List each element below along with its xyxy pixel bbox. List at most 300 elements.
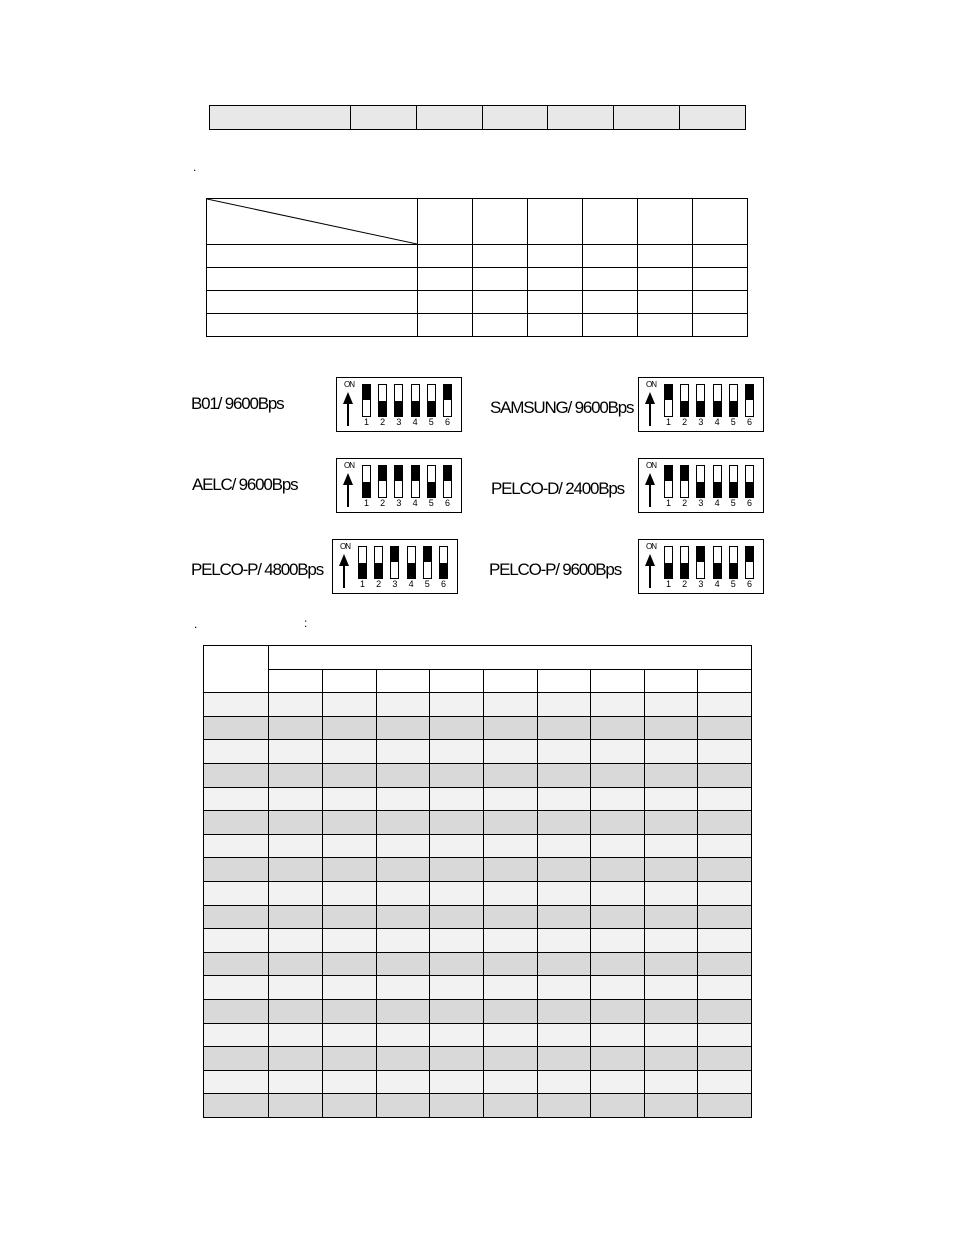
column-header-cell [697,669,751,693]
table-cell [644,881,697,905]
table-cell [322,787,376,811]
table-cell [697,929,751,953]
up-arrow-icon [639,459,663,512]
dip-switch-knob [681,563,688,578]
dip-switch-4 [713,465,722,498]
strip-cell [210,106,351,130]
table-cell [322,1023,376,1047]
table-cell [590,740,644,764]
table-cell [429,1070,483,1094]
dip-switch-knob [681,466,688,481]
dip-switch-knob [665,466,672,481]
table-row [204,976,752,1000]
dip-switch-number: 6 [746,498,752,508]
dip-switch-knob [444,466,451,481]
column-header-cell [590,669,644,693]
dip-switch-knob [428,482,435,497]
dip-switch-knob [714,563,721,578]
table-cell [322,858,376,882]
table-cell [429,976,483,1000]
dip-switch-knob [408,563,415,578]
table-cell [204,905,269,929]
table-cell [429,811,483,835]
dip-switch-number: 3 [396,498,402,508]
table-row [207,314,748,337]
dip-switch-knob [391,547,398,562]
dip-switch-box [332,539,458,594]
table-cell [483,881,537,905]
table-cell [483,1094,537,1118]
table-cell [644,693,697,717]
strip-cell [614,106,680,130]
table-cell [268,881,322,905]
column-header-cell [268,669,322,693]
table-cell [644,716,697,740]
table-cell [590,1023,644,1047]
dip-switch-number: 2 [682,579,688,589]
table-cell [376,858,429,882]
table-cell [697,740,751,764]
table-cell [590,787,644,811]
table-row [204,1047,752,1071]
dip-switch-number: 1 [665,579,671,589]
table-cell [429,952,483,976]
table-cell [376,693,429,717]
dip-switch-3 [394,465,403,498]
column-header-cell [376,669,429,693]
table-cell [322,1094,376,1118]
table-cell [590,905,644,929]
table-cell [483,1023,537,1047]
dip-switch-number: 4 [714,498,720,508]
table-cell [644,811,697,835]
dip-switch-number: 1 [363,498,369,508]
table-cell [537,1070,590,1094]
intro-marker: . [193,160,197,174]
table-cell [376,716,429,740]
table-cell [697,858,751,882]
corner-header-cell [204,646,269,693]
table-cell [268,1047,322,1071]
dip-switch-4 [713,384,722,417]
dip-switch-knob [412,466,419,481]
table-cell [537,905,590,929]
table-cell [644,740,697,764]
dip-on-label: ON [646,461,656,470]
dip-switch-knob [714,482,721,497]
dip-switch-knob [428,401,435,416]
dip-switch-knob [412,401,419,416]
dip-switch-knob [375,563,382,578]
header-cell [693,199,748,245]
table-cell [483,811,537,835]
table-cell [376,881,429,905]
table-cell [537,1047,590,1071]
dip-switch-box [336,377,462,432]
table-cell [322,693,376,717]
table-cell [268,976,322,1000]
dip-switch-2 [680,465,689,498]
dip-switch-5 [729,546,738,579]
table-cell [590,1047,644,1071]
dip-switch-knob [746,385,753,400]
table-cell [322,1070,376,1094]
dip-switch-number: 6 [746,579,752,589]
dip-switch-number: 5 [730,498,736,508]
up-arrow-icon [337,459,361,512]
table-cell [429,716,483,740]
table-cell [697,905,751,929]
table-cell [204,858,269,882]
dip-panel-label: PELCO-P/ 4800Bps [191,560,323,579]
table-cell [268,740,322,764]
header-cell [583,199,638,245]
table-cell [697,1023,751,1047]
table-cell [322,834,376,858]
dip-switch-knob [746,547,753,562]
dip-switch-number: 2 [376,579,382,589]
table-cell [697,716,751,740]
table-cell [644,976,697,1000]
dip-switch-knob [444,385,451,400]
table-cell [590,1070,644,1094]
dip-panel-label: AELC/ 9600Bps [192,475,298,494]
table-row [204,881,752,905]
dip-on-label: ON [646,380,656,389]
dip-switch-number: 5 [428,498,434,508]
dip-switch-knob [363,385,370,400]
table-cell [429,1047,483,1071]
table-cell [429,763,483,787]
table-cell [644,787,697,811]
dip-switch-number: 3 [396,417,402,427]
table-cell [590,1094,644,1118]
table-row [204,952,752,976]
table-cell [322,905,376,929]
dip-switch-knob [363,482,370,497]
dip-switch-number: 2 [682,417,688,427]
column-header-cell [322,669,376,693]
dip-switch-5 [423,546,432,579]
dip-switch-3 [390,546,399,579]
dip-switch-number: 3 [698,579,704,589]
table-cell [483,763,537,787]
table-row [204,740,752,764]
dip-switch-knob [665,385,672,400]
table-cell [697,952,751,976]
table-cell [590,929,644,953]
dip-switch-4 [713,546,722,579]
dip-switch-number: 3 [698,417,704,427]
dip-switch-number: 4 [714,417,720,427]
table-cell [322,881,376,905]
dip-switch-number: 5 [730,417,736,427]
table-row [204,1070,752,1094]
dip-switch-2 [680,546,689,579]
dip-panel-label: PELCO-P/ 9600Bps [489,560,621,579]
table-cell [697,881,751,905]
up-arrow-icon [639,378,663,431]
table-cell [537,952,590,976]
dip-switch-box [638,458,764,513]
table-cell [429,834,483,858]
table-cell [537,858,590,882]
table-cell [376,999,429,1023]
table-cell [483,716,537,740]
table-cell [322,952,376,976]
table-row [204,716,752,740]
dip-switch-box [336,458,462,513]
dip-switch-number: 5 [730,579,736,589]
table-cell [429,881,483,905]
table-cell [590,716,644,740]
dip-switch-2 [378,465,387,498]
table-cell [429,1094,483,1118]
table-cell [537,1094,590,1118]
table-cell [204,976,269,1000]
dip-switch-4 [407,546,416,579]
table-cell [429,693,483,717]
dip-switch-knob [665,563,672,578]
table-cell [376,952,429,976]
table-cell [376,763,429,787]
table-cell [204,693,269,717]
table-cell [697,763,751,787]
dip-on-label: ON [646,542,656,551]
table-cell [322,976,376,1000]
dip-on-label: ON [340,542,350,551]
table-row [204,763,752,787]
dip-switch-knob [424,547,431,562]
dip-switch-1 [664,384,673,417]
table-cell [644,999,697,1023]
table-cell [268,834,322,858]
table-cell [537,716,590,740]
table-cell [697,693,751,717]
table-cell [268,1023,322,1047]
dip-switch-knob [379,466,386,481]
dip-switch-5 [729,384,738,417]
table-cell [429,929,483,953]
dip-switch-knob [730,401,737,416]
table-cell [697,834,751,858]
dip-on-label: ON [344,380,354,389]
header-cell [418,199,473,245]
table-cell [590,858,644,882]
dip-switch-3 [696,384,705,417]
dip-switch-knob [379,401,386,416]
table-cell [697,787,751,811]
table-cell [483,976,537,1000]
dip-switch-number: 2 [682,498,688,508]
dip-switch-5 [427,465,436,498]
table-cell [322,1047,376,1071]
up-arrow-icon [333,540,357,593]
table-row [204,834,752,858]
table-row [204,905,752,929]
table-cell [204,834,269,858]
table-cell [590,763,644,787]
table-cell [697,1070,751,1094]
dip-switch-knob [681,401,688,416]
table-cell [204,999,269,1023]
dip-switch-6 [443,384,452,417]
table-cell [429,787,483,811]
dip-switch-knob [746,482,753,497]
table-cell [376,929,429,953]
table-cell [483,834,537,858]
dip-switch-number: 2 [380,498,386,508]
dip-switch-knob [440,563,447,578]
table-cell [268,952,322,976]
dip-switch-1 [362,384,371,417]
dip-switch-number: 5 [428,417,434,427]
strip-cell [351,106,417,130]
table-cell [537,740,590,764]
table-row [204,858,752,882]
table-cell [268,811,322,835]
table-cell [204,1094,269,1118]
table-cell [590,811,644,835]
table-cell [644,834,697,858]
table-cell [483,1070,537,1094]
table-row [204,1094,752,1118]
table-row [207,291,748,314]
dip-panel-label: SAMSUNG/ 9600Bps [490,398,634,417]
table-cell [268,693,322,717]
dip-switch-knob [697,547,704,562]
table-cell [483,905,537,929]
table-row [204,693,752,717]
table-row [204,999,752,1023]
table-cell [644,763,697,787]
table-cell [429,858,483,882]
dip-switch-number: 4 [408,579,414,589]
table-cell [268,763,322,787]
dip-switch-knob [697,482,704,497]
table-cell [537,693,590,717]
table-cell [204,1023,269,1047]
dip-switch-number: 1 [665,417,671,427]
table-cell [537,787,590,811]
table-cell [376,811,429,835]
table-cell [697,811,751,835]
dip-switch-6 [745,465,754,498]
table-cell [268,1070,322,1094]
table-cell [376,1047,429,1071]
table-row [207,245,748,268]
dip-switch-6 [439,546,448,579]
table-cell [537,763,590,787]
table-row [207,268,748,291]
table-cell [322,999,376,1023]
table-cell [268,1094,322,1118]
table-cell [204,740,269,764]
dip-switch-knob [395,466,402,481]
header-cell [638,199,693,245]
table-cell [483,858,537,882]
strip-cell [548,106,614,130]
table-cell [590,881,644,905]
dip-switch-1 [362,465,371,498]
table-cell [429,905,483,929]
group-header-cell [268,646,751,670]
protocol-table [206,198,748,337]
table-cell [204,763,269,787]
dip-switch-number: 6 [746,417,752,427]
up-arrow-icon [639,540,663,593]
dip-switch-number: 5 [424,579,430,589]
table-cell [483,999,537,1023]
dip-switch-number: 6 [444,417,450,427]
table-cell [644,929,697,953]
table-cell [644,1094,697,1118]
table-cell [644,858,697,882]
dip-switch-6 [745,546,754,579]
table-cell [697,976,751,1000]
table-row [204,811,752,835]
dip-switch-5 [427,384,436,417]
table-cell [322,929,376,953]
table-cell [483,952,537,976]
header-cell [473,199,528,245]
table-cell [268,787,322,811]
table-cell [376,1094,429,1118]
table-cell [697,1047,751,1071]
dip-switch-number: 2 [380,417,386,427]
table-cell [644,1023,697,1047]
table-cell [697,1094,751,1118]
table-cell [644,1070,697,1094]
dip-switch-3 [696,465,705,498]
dip-switch-4 [411,465,420,498]
table-cell [268,999,322,1023]
table-cell [537,1023,590,1047]
dip-on-label: ON [344,461,354,470]
column-header-cell [429,669,483,693]
column-header-cell [644,669,697,693]
table-cell [268,929,322,953]
dip-switch-number: 3 [698,498,704,508]
table-cell [376,905,429,929]
table-cell [590,834,644,858]
address-table [203,645,752,1118]
dip-switch-5 [729,465,738,498]
dip-switch-number: 3 [392,579,398,589]
dip-switch-3 [696,546,705,579]
dip-switch-number: 4 [412,498,418,508]
table-cell [204,929,269,953]
dip-switch-1 [358,546,367,579]
strip-cell [482,106,548,130]
table-cell [322,740,376,764]
column-header-cell [483,669,537,693]
dip-switch-box [638,539,764,594]
header-cell [528,199,583,245]
dip-switch-knob [714,401,721,416]
dip-switch-number: 1 [363,417,369,427]
table-cell [429,999,483,1023]
section-marker: . [194,617,198,631]
table-cell [429,740,483,764]
dip-panel-label: PELCO-D/ 2400Bps [491,479,624,498]
table-cell [537,881,590,905]
dip-switch-knob [359,563,366,578]
table-cell [322,763,376,787]
table-cell [376,1023,429,1047]
dip-switch-6 [745,384,754,417]
diagonal-line [207,199,417,244]
